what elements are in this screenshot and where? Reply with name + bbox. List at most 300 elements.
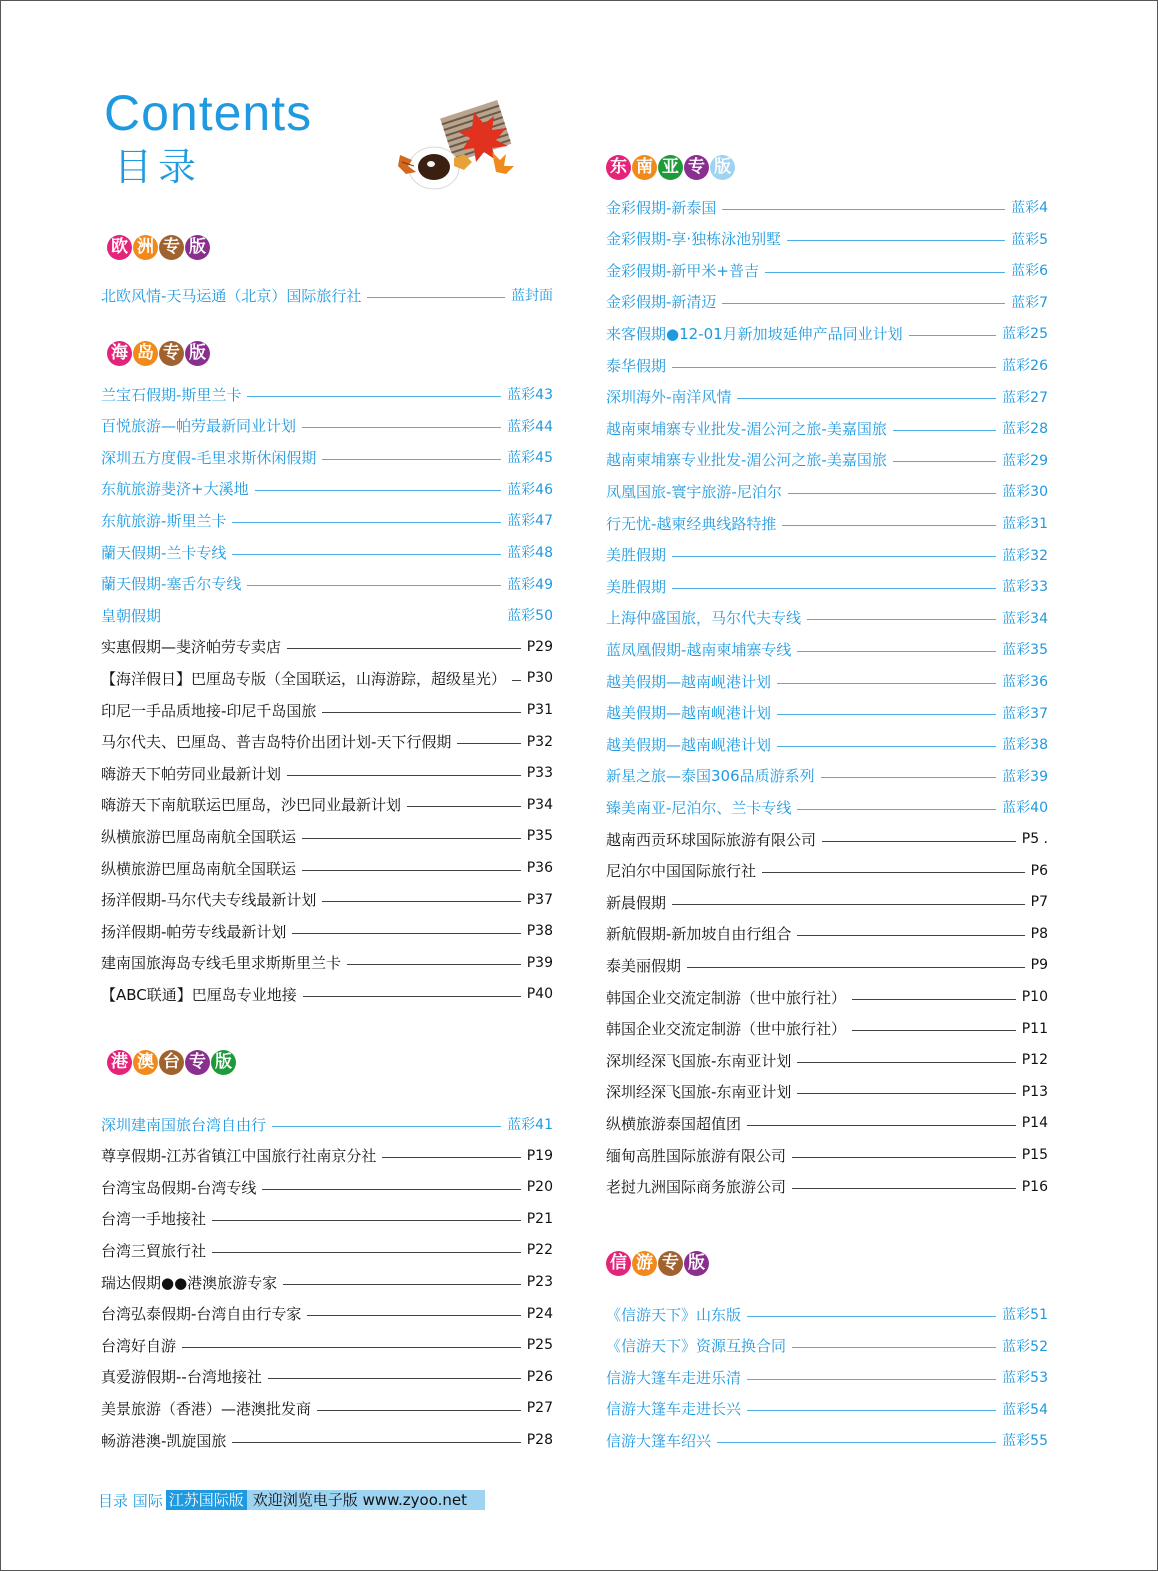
section-title-char: 专	[185, 1050, 210, 1075]
toc-entry-page: P33	[526, 765, 553, 782]
toc-entry-title: 来客假期●12-01月新加坡延伸产品同业计划	[606, 324, 903, 343]
toc-entry-page: P15	[1021, 1147, 1048, 1163]
toc-entry[interactable]	[606, 196, 1048, 218]
toc-leader-line	[747, 1125, 1016, 1126]
toc-entry-title: 百悦旅游—帕劳最新同业计划	[101, 417, 297, 436]
toc-leader-line	[797, 809, 996, 810]
toc-entry-title: 信游大篷车走进乐清	[606, 1368, 742, 1387]
toc-leader-line	[302, 870, 521, 871]
toc-entry-page: 蓝彩28	[1002, 421, 1048, 438]
toc-entry-title: 扬洋假期-马尔代夫专线最新计划	[101, 891, 317, 910]
section-title-char: 专	[159, 341, 184, 366]
toc-entry-page: 蓝彩31	[1002, 516, 1048, 532]
toc-entry-title: 臻美南亚-尼泊尔、兰卡专线	[606, 798, 792, 817]
section-title-char: 专	[658, 1251, 683, 1276]
toc-leader-line	[807, 619, 996, 620]
toc-entry[interactable]	[101, 509, 553, 531]
toc-entry[interactable]	[606, 986, 1048, 1008]
toc-entry-title: 北欧风情-天马运通（北京）国际旅行社	[101, 286, 362, 305]
toc-entry-page: P20	[526, 1179, 553, 1196]
toc-leader-line	[182, 1347, 521, 1348]
toc-entry-title: 实惠假期—斐济帕劳专卖店	[101, 638, 282, 657]
toc-leader-line	[272, 1126, 501, 1127]
section-title-char: 岛	[133, 341, 158, 366]
toc-entry-title: 东航旅游-斯里兰卡	[101, 511, 227, 530]
section-title-char: 南	[632, 155, 657, 180]
toc-entry-page: 蓝彩37	[1002, 705, 1048, 722]
toc-leader-line	[283, 1284, 521, 1285]
toc-leader-line	[367, 297, 505, 298]
section-title-char: 专	[684, 155, 709, 180]
toc-leader-line	[382, 1157, 520, 1158]
toc-entry[interactable]	[101, 731, 553, 753]
toc-entry[interactable]	[606, 1112, 1048, 1134]
toc-entry-title: 嗨游天下帕劳同业最新计划	[101, 764, 282, 783]
section-title-char: 海	[107, 341, 132, 366]
toc-leader-line	[777, 746, 996, 747]
toc-leader-line	[292, 933, 520, 934]
toc-entry-title: 纵横旅游泰国超值团	[606, 1114, 742, 1133]
toc-entry[interactable]	[606, 765, 1048, 787]
toc-entry-page: 蓝彩40	[1002, 800, 1048, 817]
toc-leader-line	[792, 1157, 1016, 1158]
page-footer	[98, 1490, 485, 1510]
toc-entry-page: 蓝彩39	[1002, 768, 1048, 785]
toc-entry-title: 台湾好自游	[101, 1336, 177, 1355]
toc-entry[interactable]	[606, 638, 1048, 660]
toc-leader-line	[212, 1220, 521, 1221]
toc-entry[interactable]	[606, 1335, 1048, 1357]
toc-entry-title: 缅甸高胜国际旅游有限公司	[606, 1146, 787, 1165]
toc-leader-line	[232, 1442, 520, 1443]
toc-entry[interactable]	[101, 415, 553, 437]
toc-entry-page: P7	[1030, 894, 1048, 911]
toc-leader-line	[777, 683, 996, 684]
section-title-island	[107, 341, 210, 366]
toc-entry-title: 金彩假期-新甲米+普吉	[606, 261, 759, 280]
toc-entry-title: 纵横旅游巴厘岛南航全国联运	[101, 827, 297, 846]
toc-entry[interactable]	[101, 1334, 553, 1356]
toc-entry-title: 深圳经深飞国旅-东南亚计划	[606, 1083, 792, 1102]
toc-entry[interactable]	[101, 604, 553, 626]
toc-entry-page: 蓝彩33	[1002, 579, 1048, 596]
toc-entry-title: 信游大篷车绍兴	[606, 1431, 712, 1450]
toc-entry-page: P38	[526, 923, 553, 940]
toc-leader-line	[717, 1442, 996, 1443]
toc-entry[interactable]	[101, 1366, 553, 1388]
toc-entry-title: 越南西贡环球国际旅游有限公司	[606, 830, 817, 849]
toc-entry-title: 台湾弘泰假期-台湾自由行专家	[101, 1305, 302, 1324]
toc-leader-line	[747, 1410, 996, 1411]
toc-entry-page: P35	[526, 828, 553, 845]
toc-entry-page: 蓝彩41	[507, 1117, 553, 1133]
toc-entry[interactable]	[101, 1271, 553, 1293]
toc-leader-line	[672, 367, 996, 368]
toc-leader-line	[232, 554, 501, 555]
toc-leader-line	[262, 1189, 520, 1190]
toc-entry[interactable]	[606, 891, 1048, 913]
toc-leader-line	[457, 743, 520, 744]
section-title-sea	[606, 155, 735, 180]
toc-entry-title: 台湾三貿旅行社	[101, 1241, 207, 1260]
toc-entry[interactable]	[101, 636, 553, 658]
toc-entry-title: 越美假期—越南岘港计划	[606, 704, 772, 723]
toc-entry-title: 建南国旅海岛专线毛里求斯斯里兰卡	[101, 954, 342, 973]
toc-entry-title: 老挝九洲国际商务旅游公司	[606, 1178, 787, 1197]
section-title-char: 台	[159, 1050, 184, 1075]
toc-entry-page: 蓝封面	[511, 288, 553, 304]
toc-entry-page: P16	[1021, 1178, 1048, 1195]
toc-leader-line	[787, 240, 1005, 241]
toc-entry[interactable]	[606, 1176, 1048, 1198]
toc-entry[interactable]	[101, 952, 553, 974]
toc-entry[interactable]	[101, 446, 553, 468]
toc-entry-page: 蓝彩6	[1011, 263, 1048, 280]
toc-entry[interactable]	[101, 573, 553, 595]
toc-leader-line	[747, 1316, 996, 1317]
toc-entry-page: P14	[1021, 1115, 1048, 1132]
section-title-char: 东	[606, 155, 631, 180]
toc-entry[interactable]	[606, 923, 1048, 945]
toc-leader-line	[797, 1062, 1015, 1063]
section-title-char: 版	[710, 155, 735, 180]
toc-entry-page: 蓝彩52	[1002, 1338, 1048, 1355]
toc-entry[interactable]	[606, 1144, 1048, 1166]
section-title-hkmt	[107, 1050, 236, 1075]
toc-entry-title: 新晨假期	[606, 893, 667, 912]
toc-entry-page: P28	[526, 1432, 553, 1448]
toc-entry-page: P40	[526, 986, 553, 1003]
toc-entry-page: 蓝彩48	[507, 545, 553, 561]
toc-entry-title: 台湾宝岛假期-台湾专线	[101, 1178, 257, 1197]
toc-entry[interactable]	[101, 1303, 553, 1325]
section-title-char: 版	[211, 1050, 236, 1075]
footer-website-label: 欢迎浏览电子版 www.zyoo.net	[247, 1490, 485, 1510]
toc-entry-title: 越南柬埔寨专业批发-湄公河之旅-美嘉国旅	[606, 451, 887, 470]
toc-entry[interactable]	[101, 1208, 553, 1230]
toc-leader-line	[322, 901, 520, 902]
toc-entry-page: P22	[526, 1242, 553, 1259]
toc-leader-line	[852, 999, 1016, 1000]
toc-entry-title: 【海洋假日】巴厘岛专版（全国联运，山海游踪，超级星光）	[101, 669, 507, 688]
section-title-char: 专	[159, 235, 184, 260]
toc-entry-title: 蘭天假期-塞舌尔专线	[101, 575, 242, 594]
section-title-char: 澳	[133, 1050, 158, 1075]
toc-entry-title: 越美假期—越南岘港计划	[606, 735, 772, 754]
toc-entry-title: 纵横旅游巴厘岛南航全国联运	[101, 859, 297, 878]
toc-leader-line	[792, 1188, 1016, 1189]
toc-entry[interactable]	[101, 825, 553, 847]
toc-entry[interactable]	[101, 699, 553, 721]
section-title-char: 版	[684, 1251, 709, 1276]
toc-leader-line	[212, 1252, 521, 1253]
toc-entry-title: 蘭天假期-兰卡专线	[101, 543, 227, 562]
toc-entry-page: P25	[526, 1337, 553, 1354]
toc-leader-line	[287, 775, 521, 776]
toc-entry-page: P39	[526, 954, 553, 971]
toc-entry-title: 上海仲盛国旅，马尔代夫专线	[606, 609, 802, 628]
toc-leader-line	[687, 967, 1025, 968]
toc-entry-page: P10	[1021, 989, 1048, 1005]
toc-entry-title: 兰宝石假期-斯里兰卡	[101, 385, 242, 404]
toc-entry-page: P37	[526, 891, 553, 908]
toc-leader-line	[232, 522, 501, 523]
toc-entry-page: P6	[1030, 862, 1048, 879]
toc-entry[interactable]	[606, 417, 1048, 439]
toc-entry-title: 新星之旅—泰国306品质游系列	[606, 767, 815, 786]
toc-entry[interactable]	[606, 544, 1048, 566]
toc-entry[interactable]	[101, 1113, 553, 1135]
toc-entry[interactable]	[101, 1239, 553, 1261]
toc-entry-title: 信游大篷车走进长兴	[606, 1400, 742, 1419]
toc-entry[interactable]	[606, 733, 1048, 755]
toc-entry-page: 蓝彩26	[1002, 358, 1048, 374]
toc-leader-line	[672, 556, 996, 557]
toc-entry[interactable]	[101, 667, 553, 689]
toc-entry[interactable]	[606, 1303, 1048, 1325]
section-title-char: 版	[185, 235, 210, 260]
toc-entry-page: P23	[526, 1274, 553, 1290]
toc-entry-page: 蓝彩53	[1002, 1370, 1048, 1387]
toc-entry[interactable]	[101, 1176, 553, 1198]
toc-entry-page: 蓝彩45	[507, 450, 553, 467]
toc-entry-page: 蓝彩34	[1002, 610, 1048, 627]
toc-entry-title: 金彩假期-新清迈	[606, 293, 717, 312]
footer-section-label: 目录 国际	[98, 1491, 163, 1510]
toc-entry-title: 韩国企业交流定制游（世中旅行社）	[606, 1020, 847, 1039]
section-title-char: 版	[185, 341, 210, 366]
toc-leader-line	[672, 588, 996, 589]
toc-entry-title: 美景旅游（香港）—港澳批发商	[101, 1399, 312, 1418]
toc-entry[interactable]	[606, 954, 1048, 976]
toc-entry-title: 真爱游假期--台湾地接社	[101, 1368, 262, 1387]
toc-entry[interactable]	[606, 1398, 1048, 1420]
toc-leader-line	[762, 872, 1025, 873]
toc-entry-page: P30	[526, 670, 553, 687]
toc-entry-page: P31	[526, 702, 553, 718]
toc-entry-title: 蓝凤凰假期-越南柬埔寨专线	[606, 640, 792, 659]
toc-entry-page: 蓝彩50	[507, 608, 553, 625]
toc-leader-line	[747, 1379, 996, 1380]
toc-entry-title: 泰美丽假期	[606, 956, 682, 975]
toc-entry[interactable]	[101, 920, 553, 942]
toc-leader-line	[797, 1093, 1015, 1094]
contents-title: Contents	[104, 85, 313, 141]
toc-entry[interactable]	[606, 670, 1048, 692]
toc-entry[interactable]	[606, 354, 1048, 376]
toc-entry-title: 深圳建南国旅台湾自由行	[101, 1115, 267, 1134]
section-title-char: 港	[107, 1050, 132, 1075]
toc-entry-title: 瑞达假期●●港澳旅游专家	[101, 1273, 278, 1292]
toc-entry[interactable]	[101, 1397, 553, 1419]
toc-leader-line	[852, 1030, 1016, 1031]
toc-entry-title: 畅游港澳-凯旋国旅	[101, 1431, 227, 1450]
toc-entry-title: 嗨游天下南航联运巴厘岛，沙巴同业最新计划	[101, 796, 402, 815]
toc-entry-page: 蓝彩55	[1002, 1433, 1048, 1450]
toc-entry-title: 越美假期—越南岘港计划	[606, 672, 772, 691]
toc-entry-page: 蓝彩51	[1002, 1307, 1048, 1323]
toc-leader-line	[782, 525, 996, 526]
toc-entry[interactable]	[606, 860, 1048, 882]
toc-leader-line	[822, 841, 1016, 842]
toc-entry-title: 深圳五方度假-毛里求斯休闲假期	[101, 448, 317, 467]
toc-leader-line	[255, 490, 502, 491]
toc-entry-title: 新航假期-新加坡自由行组合	[606, 925, 792, 944]
toc-entry-page: 蓝彩30	[1002, 484, 1048, 501]
toc-leader-line	[247, 585, 501, 586]
toc-entry-title: 《信游天下》山东版	[606, 1305, 742, 1324]
toc-entry-page: P12	[1021, 1052, 1048, 1069]
toc-entry[interactable]	[606, 796, 1048, 818]
toc-entry[interactable]	[606, 512, 1048, 534]
section-title-char: 欧	[107, 235, 132, 260]
toc-entry-page: 蓝彩32	[1002, 547, 1048, 564]
toc-entry-title: 东航旅游斐济+大溪地	[101, 480, 249, 499]
toc-entry[interactable]	[101, 383, 553, 405]
toc-leader-line	[268, 1378, 521, 1379]
toc-entry[interactable]	[101, 1429, 553, 1451]
toc-entry-page: 蓝彩5	[1011, 231, 1048, 248]
toc-entry-title: 深圳经深飞国旅-东南亚计划	[606, 1051, 792, 1070]
toc-entry-title: 凤凰国旅-寰宇旅游-尼泊尔	[606, 482, 782, 501]
toc-entry[interactable]	[101, 478, 553, 500]
toc-leader-line	[302, 838, 521, 839]
toc-leader-line	[909, 335, 996, 336]
toc-entry-page: P8	[1030, 925, 1048, 942]
toc-entry[interactable]	[101, 541, 553, 563]
toc-entry[interactable]	[101, 857, 553, 879]
toc-entry-page: P5 .	[1021, 831, 1048, 847]
toc-entry-page: P11	[1021, 1020, 1048, 1037]
toc-entry-page: P21	[526, 1210, 553, 1227]
toc-entry[interactable]	[606, 1049, 1048, 1071]
section-title-char: 亚	[658, 155, 683, 180]
toc-entry-title: 皇朝假期	[101, 606, 162, 625]
toc-entry-page: P26	[526, 1368, 553, 1385]
toc-entry-title: 金彩假期-新泰国	[606, 198, 717, 217]
toc-leader-line	[792, 1347, 996, 1348]
toc-entry-page: 蓝彩38	[1002, 737, 1048, 754]
toc-entry-title: 泰华假期	[606, 356, 667, 375]
toc-entry[interactable]	[101, 794, 553, 816]
toc-entry-page: 蓝彩29	[1002, 452, 1048, 469]
toc-entry[interactable]	[101, 889, 553, 911]
toc-entry[interactable]	[606, 322, 1048, 344]
toc-leader-line	[893, 430, 996, 431]
toc-entry-title: 台湾一手地接社	[101, 1210, 207, 1229]
toc-entry-title: 韩国企业交流定制游（世中旅行社）	[606, 988, 847, 1007]
toc-entry[interactable]	[606, 1018, 1048, 1040]
contents-title-chinese: 目录	[114, 145, 203, 189]
toc-entry-title: 尊享假期-江苏省镇江中国旅行社南京分社	[101, 1147, 377, 1166]
toc-entry-title: 【ABC联通】巴厘岛专业地接	[101, 985, 297, 1004]
toc-entry[interactable]	[606, 575, 1048, 597]
toc-leader-line	[765, 272, 1005, 273]
toc-entry-title: 马尔代夫、巴厘岛、普吉岛特价出团计划-天下行假期	[101, 733, 452, 752]
toc-leader-line	[322, 712, 520, 713]
toc-entry[interactable]	[606, 1081, 1048, 1103]
footer-edition-label: 江苏国际版	[166, 1490, 247, 1510]
toc-entry-page: 蓝彩27	[1002, 389, 1048, 406]
coffee-and-leaves-illustration	[392, 100, 522, 195]
toc-entry[interactable]	[606, 259, 1048, 281]
toc-leader-line	[302, 427, 501, 428]
toc-leader-line	[788, 493, 996, 494]
toc-leader-line	[797, 935, 1024, 936]
section-title-xinyou	[606, 1251, 709, 1276]
toc-leader-line	[893, 461, 996, 462]
toc-entry-page: 蓝彩35	[1002, 642, 1048, 659]
toc-entry[interactable]	[101, 983, 553, 1005]
toc-entry-page: 蓝彩25	[1002, 326, 1048, 343]
toc-leader-line	[722, 303, 1005, 304]
toc-leader-line	[672, 904, 1025, 905]
toc-entry[interactable]	[606, 702, 1048, 724]
section-title-europe	[107, 235, 210, 260]
toc-leader-line	[407, 806, 521, 807]
toc-entry[interactable]	[606, 480, 1048, 502]
toc-entry[interactable]	[606, 607, 1048, 629]
toc-entry-page: 蓝彩4	[1011, 200, 1048, 216]
section-title-char: 洲	[133, 235, 158, 260]
toc-leader-line	[303, 996, 521, 997]
toc-entry[interactable]	[101, 762, 553, 784]
toc-entry[interactable]	[101, 1145, 553, 1167]
toc-entry-page: P9	[1030, 957, 1048, 974]
toc-entry-page: 蓝彩7	[1011, 294, 1048, 311]
toc-entry-page: 蓝彩46	[507, 481, 553, 498]
toc-leader-line	[322, 459, 501, 460]
toc-entry-page: P19	[526, 1147, 553, 1164]
toc-entry-page: P24	[526, 1305, 553, 1322]
toc-entry[interactable]	[606, 828, 1048, 850]
toc-entry-title: 印尼一手品质地接-印尼千岛国旅	[101, 701, 317, 720]
toc-entry-page: P32	[526, 733, 553, 750]
toc-leader-line	[737, 398, 996, 399]
toc-leader-line	[317, 1410, 521, 1411]
toc-entry-title: 深圳海外-南洋风情	[606, 388, 732, 407]
toc-entry-title: 扬洋假期-帕劳专线最新计划	[101, 922, 287, 941]
toc-leader-line	[722, 209, 1005, 210]
toc-entry[interactable]	[606, 1429, 1048, 1451]
toc-entry-title: 行无忧-越柬经典线路特推	[606, 514, 777, 533]
section-title-char: 信	[606, 1251, 631, 1276]
toc-entry-title: 尼泊尔中国国际旅行社	[606, 862, 757, 881]
toc-leader-line	[777, 714, 996, 715]
toc-entry-title: 美胜假期	[606, 577, 667, 596]
toc-entry-page: 蓝彩43	[507, 387, 553, 403]
toc-entry[interactable]	[606, 1366, 1048, 1388]
toc-entry-title: 《信游天下》资源互换合同	[606, 1337, 787, 1356]
toc-entry-page: P13	[1021, 1083, 1048, 1100]
toc-entry[interactable]	[606, 386, 1048, 408]
toc-entry-page: 蓝彩36	[1002, 674, 1048, 690]
toc-entry[interactable]	[606, 291, 1048, 313]
toc-entry-page: 蓝彩49	[507, 576, 553, 593]
toc-entry-page: P29	[526, 638, 553, 655]
toc-leader-line	[821, 777, 997, 778]
toc-entry[interactable]	[606, 228, 1048, 250]
toc-entry-title: 金彩假期-享·独栋泳池别墅	[606, 230, 782, 249]
toc-entry-title: 越南柬埔寨专业批发-湄公河之旅-美嘉国旅	[606, 419, 887, 438]
toc-entry-title: 美胜假期	[606, 546, 667, 565]
toc-leader-line	[347, 964, 521, 965]
toc-entry[interactable]	[101, 284, 553, 306]
toc-leader-line	[797, 651, 996, 652]
toc-entry[interactable]	[606, 449, 1048, 471]
toc-entry-page: 蓝彩54	[1002, 1401, 1048, 1418]
toc-entry-page: 蓝彩44	[507, 418, 553, 435]
